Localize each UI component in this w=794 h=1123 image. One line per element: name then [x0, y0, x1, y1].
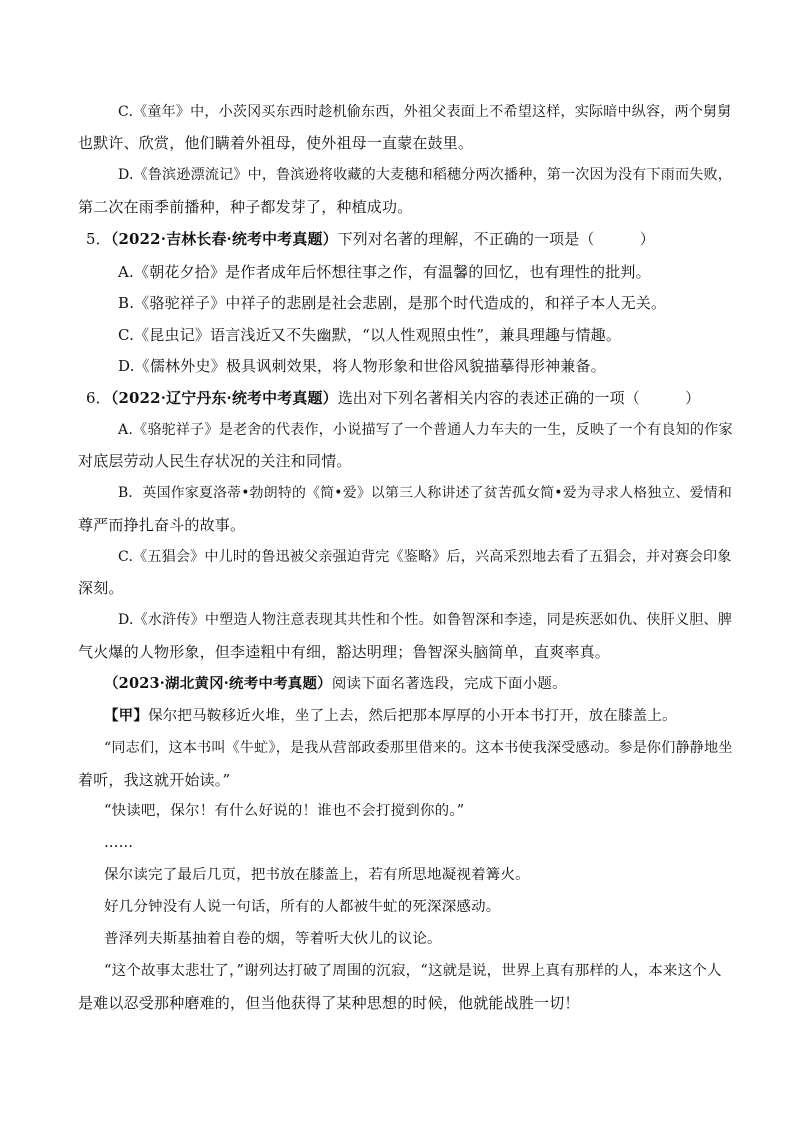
passage-instruction: 阅读下面名著选段，完成下面小题。	[331, 676, 567, 692]
q6-option-a-line1: A.《骆驼祥子》是老舍的代表作，小说描写了一个普通人力车夫的一生，反映了一个有良知的作家	[118, 422, 733, 438]
passage-tag-jia: 【甲】	[104, 707, 149, 724]
passage-paragraph-1	[104, 706, 754, 726]
question-5-text: 下列对名著的理解，不正确的一项是（ ）	[337, 230, 655, 248]
passage-source: （2023·湖北黄冈·统考中考真题）	[104, 675, 332, 692]
passage-ellipsis: ……	[104, 835, 134, 851]
passage-paragraph-1-text: 保尔把马鞍移近火堆，坐了上去，然后把那本厚厚的小开本书打开，放在膝盖上。	[148, 708, 677, 724]
q6-option-d-line1: D.《水浒传》中塑造人物注意表现其共性和个性。如鲁智深和李逵，同是疾恶如仇、侠肝义胆、脾	[118, 612, 732, 628]
q6-option-c-line1: C.《五猖会》中儿时的鲁迅被父亲强迫背完《鉴略》后，兴高采烈地去看了五猖会，并对赛会印象	[118, 549, 732, 565]
question-6-stem	[86, 388, 736, 408]
q5-option-d: D.《儒林外史》极具讽刺效果，将人物形象和世俗风貌描摹得形神兼备。	[118, 357, 606, 375]
q5-option-b: B.《骆驼祥子》中祥子的悲剧是社会悲剧，是那个时代造成的，和祥子本人无关。	[118, 294, 667, 312]
passage-paragraph-2-line2: 着听，我这就开始读。”	[78, 771, 231, 789]
question-5-stem	[86, 229, 736, 249]
q4-option-c-line1: C.《童年》中，小茨冈买东西时趁机偷东西，外祖父表面上不希望这样，实际暗中纵容，两个舅舅	[118, 104, 732, 120]
question-6-source: （2022·辽宁丹东·统考中考真题）	[110, 389, 338, 407]
q5-option-a: A.《朝花夕拾》是作者成年后怀想往事之作，有温馨的回忆，也有理性的批判。	[118, 263, 651, 281]
passage-intro	[104, 674, 754, 694]
q6-option-a-line2: 对底层劳动人民生存状况的关注和同情。	[78, 452, 352, 470]
passage-paragraph-8-line1: “这个故事太悲壮了，”谢列达打破了周围的沉寂，“这就是说，世界上真有那样的人，本来这个人	[104, 963, 722, 979]
question-5-number: 5．	[86, 230, 111, 248]
q5-option-c: C.《昆虫记》语言浅近又不失幽默，“以人性观照虫性”，兼具理趣与情趣。	[118, 326, 622, 344]
q6-option-d-line2: 气火爆的人物形象，但李逵粗中有细，豁达明理；鲁智深头脑简单，直爽率真。	[78, 643, 611, 661]
q6-option-c-line2: 深刻。	[78, 579, 124, 597]
question-5-source: （2022·吉林长春·统考中考真题）	[110, 230, 338, 248]
question-6-number: 6．	[86, 389, 111, 407]
question-6-text: 选出对下列名著相关内容的表述正确的一项（ ）	[337, 389, 701, 407]
passage-paragraph-5: 保尔读完了最后几页，把书放在膝盖上，若有所思地凝视着篝火。	[104, 867, 530, 883]
q6-option-b-line2: 尊严而挣扎奋斗的故事。	[78, 516, 246, 534]
q4-option-d-line2: 第二次在雨季前播种，种子都发芽了，种植成功。	[78, 198, 413, 216]
passage-paragraph-3: “快读吧，保尔！有什么好说的！谁也不会打搅到你的。”	[104, 803, 465, 819]
passage-paragraph-2-line1: “同志们，这本书叫《牛虻》，是我从营部政委那里借来的。这本书使我深受感动。参是你们静静地坐	[104, 740, 733, 756]
passage-paragraph-6: 好几分钟没有人说一句话，所有的人都被牛虻的死深深感动。	[104, 899, 501, 915]
passage-paragraph-8-line2: 是难以忍受那种磨难的，但当他获得了某种思想的时候，他就能战胜一切！	[78, 994, 580, 1012]
q4-option-c-line2: 也默许、欣赏，他们瞒着外祖母，使外祖母一直蒙在鼓里。	[78, 134, 474, 152]
passage-paragraph-7: 普泽列夫斯基抽着自卷的烟，等着听大伙儿的议论。	[104, 931, 442, 947]
q4-option-d-line1: D.《鲁滨逊漂流记》中，鲁滨逊将收藏的大麦穗和稻穗分两次播种，第一次因为没有下雨而失败，	[118, 167, 732, 183]
q6-option-b-line1: B．英国作家夏洛蒂•勃朗特的《简•爱》以第三人称讲述了贫苦孤女简•爱为寻求人格独立、爱情和	[118, 485, 732, 501]
